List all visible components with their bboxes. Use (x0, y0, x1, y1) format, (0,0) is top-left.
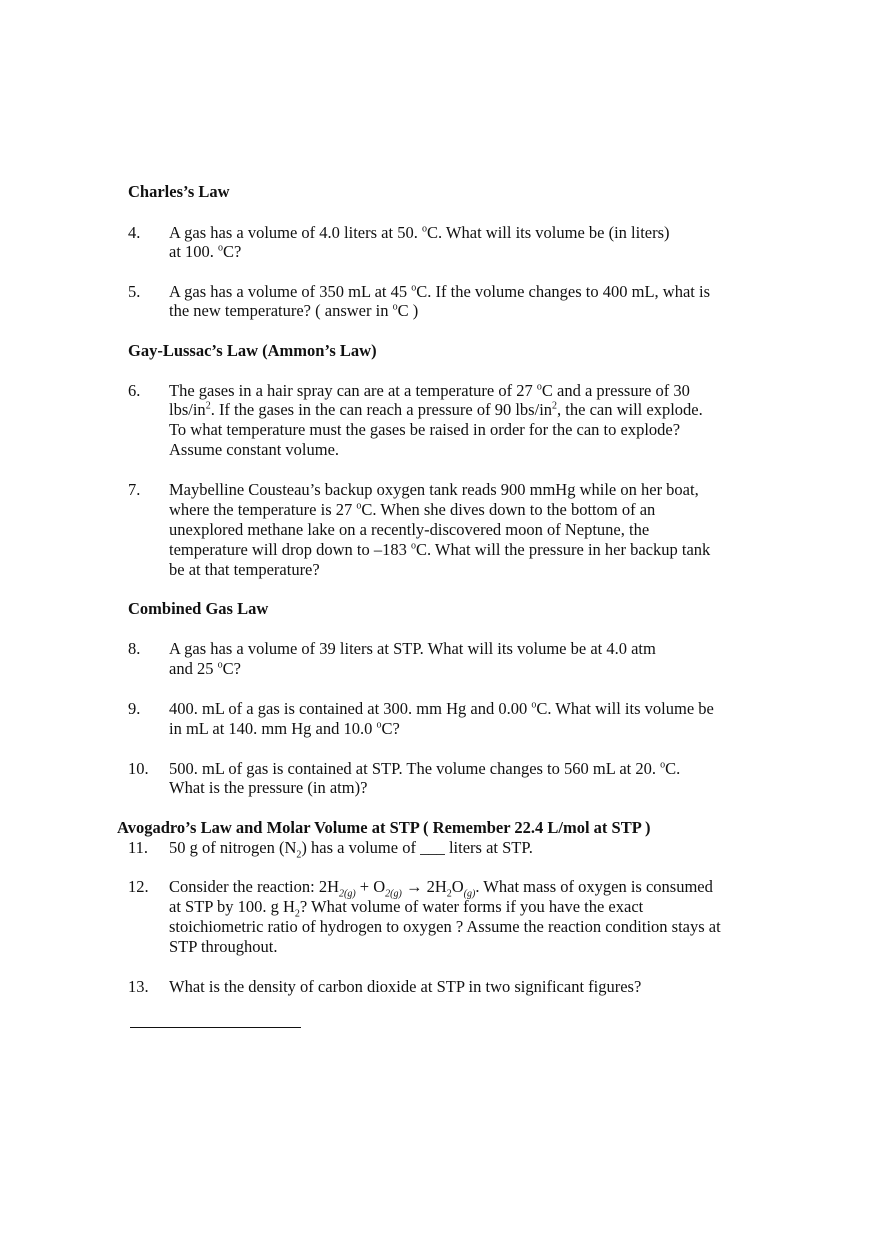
text-run: Maybelline Cousteau’s backup oxygen tank reads 900 mmHg while on her boat, (169, 480, 699, 499)
text-run: in mL at 140. mm Hg and 10.0 (169, 719, 377, 738)
text-run: and 25 (169, 659, 218, 678)
question-text-line (169, 520, 649, 540)
superscript: o (531, 699, 537, 711)
question-number: 8. (128, 639, 141, 658)
question-number: 4. (128, 223, 141, 242)
section-heading: Charles’s Law (128, 182, 230, 201)
text-run: C. (665, 759, 681, 778)
text-run: Consider the reaction: 2H (169, 877, 339, 896)
question-text-line (169, 540, 710, 560)
question-text-line (169, 838, 533, 861)
question-number: 5. (128, 282, 141, 301)
answer-blank: ___ (420, 838, 445, 857)
question-text-line (169, 778, 367, 798)
text-run: the new temperature? ( answer in (169, 301, 393, 320)
text-run: at 100. (169, 242, 219, 261)
question-text-line (169, 719, 400, 739)
question-number: 7. (128, 480, 141, 499)
superscript: o (217, 659, 223, 671)
subscript: 2 (446, 888, 452, 900)
text-run: A gas has a volume of 350 mL at 45 (169, 282, 412, 301)
question-text-line (169, 440, 339, 460)
text-run: C. What will its volume be (536, 699, 714, 718)
question-text-line (169, 917, 721, 937)
question-text-line (169, 420, 680, 440)
question-text-line (169, 400, 703, 420)
text-run: What is the pressure (in atm)? (169, 778, 368, 797)
superscript: o (356, 500, 362, 512)
question-text-line (169, 877, 713, 900)
question-text-line (169, 301, 418, 321)
question-text-line (169, 897, 644, 920)
question-text-line (169, 937, 277, 957)
text-run: C? (222, 659, 241, 678)
question-number: 10. (128, 759, 149, 778)
question-text-line (169, 282, 710, 302)
text-run: C and a pressure of 30 (541, 381, 690, 400)
question-text-line (169, 560, 320, 580)
text-run: + O (355, 877, 386, 896)
text-run: . If the gases in the can reach a pressure of 90 lbs/in (210, 400, 553, 419)
superscript: 2 (552, 400, 558, 412)
text-run: C. If the volume changes to 400 mL, what is (416, 282, 711, 301)
section-heading: Combined Gas Law (128, 599, 269, 618)
superscript: o (536, 381, 542, 393)
superscript: 2 (205, 400, 211, 412)
footnote-rule (130, 1027, 301, 1028)
question-number: 6. (128, 381, 141, 400)
superscript: o (421, 223, 427, 235)
question-text-line (169, 699, 714, 719)
question-number: 13. (128, 977, 149, 996)
question-number: 9. (128, 699, 141, 718)
text-run: A gas has a volume of 4.0 liters at 50. (169, 223, 422, 242)
text-run: C. What will its volume be (in liters) (426, 223, 670, 242)
text-run: 500. mL of gas is contained at STP. The volume changes to 560 mL at 20. (169, 759, 661, 778)
text-run: , the can will explode. (557, 400, 703, 419)
question-number: 12. (128, 877, 149, 896)
text-run: O (451, 877, 464, 896)
text-run: where the temperature is 27 (169, 500, 357, 519)
text-run: To what temperature must the gases be raised in order for the can to explode? (169, 420, 681, 439)
text-run: 400. mL of a gas is contained at 300. mm Hg and 0.00 (169, 699, 532, 718)
superscript: o (660, 759, 666, 771)
superscript: o (411, 282, 417, 294)
question-text-line (169, 223, 670, 243)
question-text-line (169, 977, 641, 997)
question-text-line (169, 759, 680, 779)
text-run: C ) (397, 301, 419, 320)
text-run: Assume constant volume. (169, 440, 340, 459)
text-run: C. When she dives down to the bottom of an (361, 500, 656, 519)
text-run: . What mass of oxygen is consumed (475, 877, 713, 896)
question-text-line (169, 500, 655, 520)
question-text-line (169, 480, 699, 500)
superscript: o (376, 719, 382, 731)
section-heading: Gay-Lussac’s Law (Ammon’s Law) (128, 341, 377, 360)
subscript: 2 (294, 908, 300, 920)
superscript: o (218, 242, 224, 254)
question-text-line (169, 639, 656, 659)
text-run: be at that temperature? (169, 560, 320, 579)
subscript: 2(g) (385, 888, 402, 900)
text-run: lbs/in (169, 400, 206, 419)
text-run: C. What will the pressure in her backup tank (415, 540, 711, 559)
question-text-line (169, 381, 690, 401)
text-run: A gas has a volume of 39 liters at STP. What will its volume be at 4.0 atm (169, 639, 656, 658)
text-run: → 2H (401, 877, 447, 896)
superscript: o (410, 540, 416, 552)
text-run: temperature will drop down to –183 (169, 540, 411, 559)
subscript: (g) (463, 888, 476, 900)
text-run: What is the density of carbon dioxide at STP in two significant figures? (169, 977, 642, 996)
text-run: at STP by 100. g H (169, 897, 295, 916)
text-run: ? What volume of water forms if you have the exact (299, 897, 644, 916)
question-number: 11. (128, 838, 149, 857)
text-run: The gases in a hair spray can are at a temperature of 27 (169, 381, 537, 400)
text-run: 50 g of nitrogen (N (169, 838, 297, 857)
question-text-line (169, 659, 241, 679)
text-run: C? (381, 719, 400, 738)
section-heading: Avogadro’s Law and Molar Volume at STP ( Remember 22.4 L/mol at STP ) (117, 818, 651, 837)
text-run: C? (223, 242, 242, 261)
subscript: 2(g) (339, 888, 356, 900)
question-text-line (169, 242, 241, 262)
text-run: stoichiometric ratio of hydrogen to oxygen ? Assume the reaction condition stays at (169, 917, 721, 936)
text-run: unexplored methane lake on a recently-discovered moon of Neptune, the (169, 520, 650, 539)
subscript: 2 (296, 849, 302, 861)
superscript: o (392, 301, 398, 313)
text-run: liters at STP. (444, 838, 533, 857)
text-run: STP throughout. (169, 937, 278, 956)
text-run: ) has a volume of (301, 838, 421, 857)
